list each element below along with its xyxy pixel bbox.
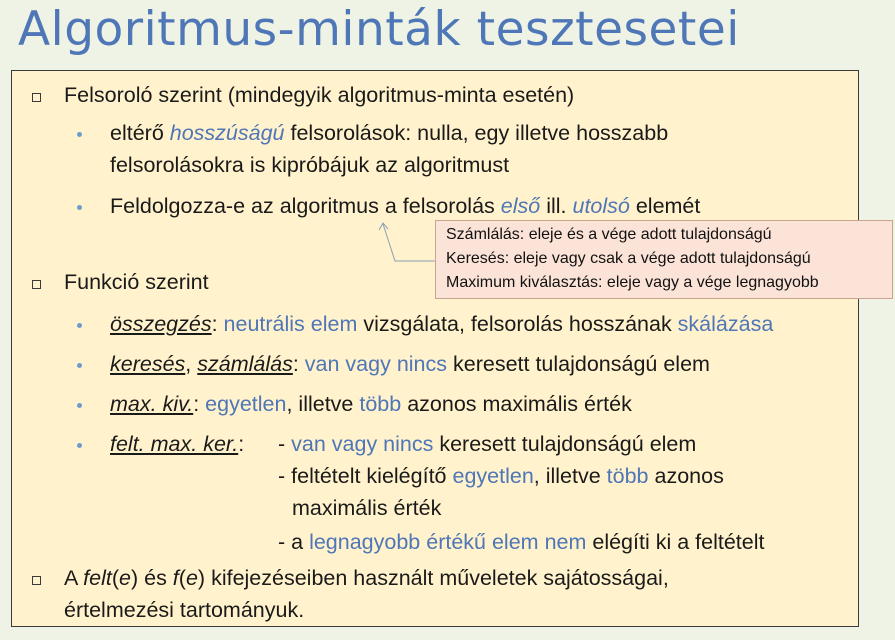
item-funkcio: Funkció szerint [64,270,209,294]
dot-bullet-icon [77,323,82,328]
callout-line-kereses: Keresés: eleje vagy csak a vége adott tulajdonságú [446,250,811,267]
callout-line-szamlalas: Számlálás: eleje és a vége adott tulajdonságú [446,226,772,243]
sub-elso-utolso: Feldolgozza-e az algoritmus a felsorolás első ill. utolsó elemét [110,194,701,218]
dot-bullet-icon [77,443,82,448]
sub-osszegzes: összegzés: neutrális elem vizsgálata, felsorolás hosszának skálázása [110,312,774,336]
sub-felt-max-ker-b-line2: maximális érték [292,496,442,520]
item-kifejezesek-line2: értelmezési tartományuk. [64,598,305,622]
sub-max-kiv: max. kiv.: egyetlen, illetve több azonos maximális érték [110,392,632,416]
dot-bullet-icon [77,403,82,408]
sub-hosszusag: eltérő hosszúságú felsorolások: nulla, egy illetve hosszabb [110,121,669,145]
sub-kereses-szamlalas: keresés, számlálás: van vagy nincs keresett tulajdonságú elem [110,352,710,376]
sub-hosszusag-line2: felsorolásokra is kipróbájuk az algoritmust [110,153,510,177]
sub-felt-max-ker-label: felt. max. ker.: [110,432,245,456]
callout-box [435,220,893,299]
callout-line-maximum: Maximum kiválasztás: eleje vagy a vége legnagyobb [446,274,819,291]
sub-felt-max-ker-a: - van vagy nincs keresett tulajdonságú elem [278,432,697,456]
square-bullet-icon [32,280,41,289]
item-felsorolo: Felsoroló szerint (mindegyik algoritmus-minta esetén) [64,83,575,107]
sub-felt-max-ker-b: - feltételt kielégítő egyetlen, illetve több azonos [278,464,724,488]
square-bullet-icon [32,576,41,585]
dot-bullet-icon [77,363,82,368]
slide-title: Algoritmus-minták tesztesetei [18,2,740,57]
item-kifejezesek: A felt(e) és f(e) kifejezéseiben használt műveletek sajátosságai, [64,566,669,590]
sub-felt-max-ker-c: - a legnagyobb értékű elem nem elégíti ki a feltételt [278,530,765,554]
